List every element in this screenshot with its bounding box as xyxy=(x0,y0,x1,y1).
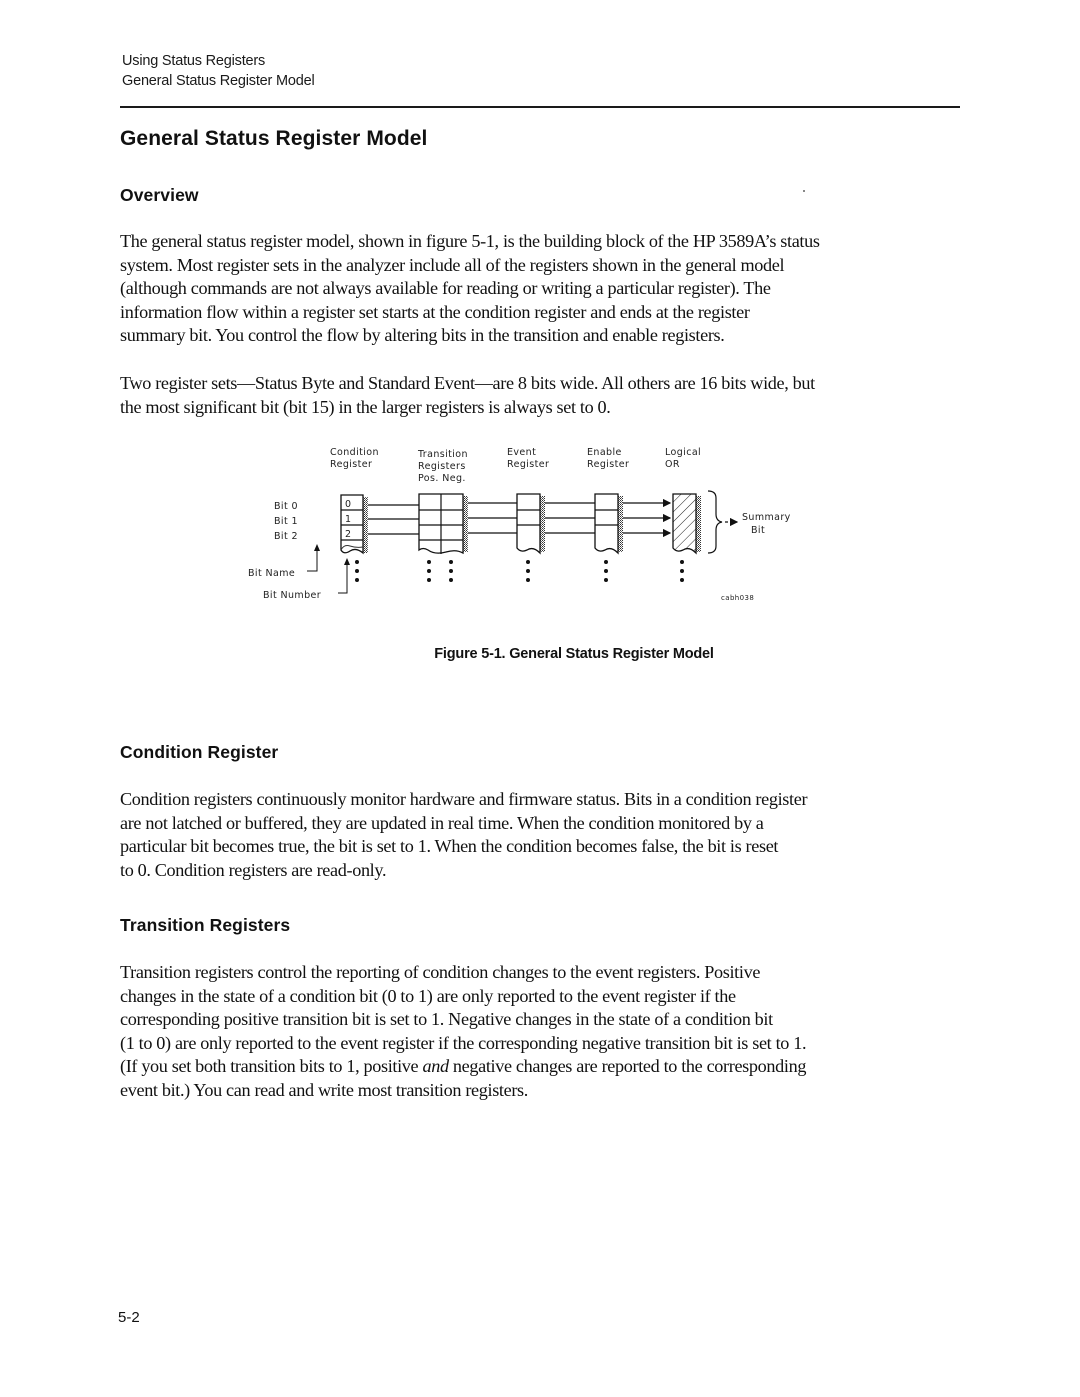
transition-registers-paragraph xyxy=(120,961,970,1103)
text-fragment: negative changes are reported to the corresponding xyxy=(448,1056,807,1077)
text-line: changes in the state of a condition bit (0 to 1) are only reported to the event register if the xyxy=(120,985,736,1006)
bit-number-callout: Bit Number xyxy=(263,590,322,601)
page-number: 5-2 xyxy=(118,1309,140,1326)
bit-number-1: 1 xyxy=(345,514,352,525)
svg-text:Bit 0: Bit 0 xyxy=(274,501,298,512)
section-heading-overview: Overview xyxy=(120,185,199,205)
svg-text:OR: OR xyxy=(665,459,680,470)
text-line: information flow within a register set starts at the condition register and ends at the register xyxy=(120,301,750,322)
figure-id: cabh038 xyxy=(721,594,755,602)
event-register xyxy=(517,494,545,553)
transition-registers xyxy=(419,494,468,554)
logical-or-block xyxy=(673,494,701,553)
summary-bit-label xyxy=(742,512,791,536)
page-title: General Status Register Model xyxy=(120,127,428,150)
emphasis-text: and xyxy=(422,1056,449,1077)
text-line: the most significant bit (bit 15) in the larger registers is always set to 0. xyxy=(120,396,611,417)
enable-register-label xyxy=(587,447,629,470)
text-line: (1 to 0) are only reported to the event register if the corresponding negative transition bit is set to 1. xyxy=(120,1032,807,1053)
svg-text:Enable: Enable xyxy=(587,447,622,458)
text-line: are not latched or buffered, they are updated in real time. When the condition monitored by a xyxy=(120,812,764,833)
brace-icon xyxy=(708,491,722,553)
svg-text:Condition: Condition xyxy=(330,447,379,458)
text-line: event bit.) You can read and write most transition registers. xyxy=(120,1079,528,1100)
text-line: summary bit. You control the flow by altering bits in the transition and enable registers. xyxy=(120,325,725,346)
running-header-chapter: Using Status Registers xyxy=(122,53,266,69)
text-line: The general status register model, shown in figure 5-1, is the building block of the HP 3589A’s status xyxy=(120,231,820,251)
text-line: system. Most register sets in the analyzer include all of the registers shown in the general model xyxy=(120,254,785,275)
bit-number-0: 0 xyxy=(345,499,352,510)
svg-text:Bit 1: Bit 1 xyxy=(274,516,298,527)
status-register-diagram xyxy=(230,440,810,610)
overview-paragraph-1 xyxy=(120,230,970,348)
text-line: Transition registers control the reporting of condition changes to the event registers. Positive xyxy=(120,962,761,982)
text-line xyxy=(120,1055,970,1079)
enable-register xyxy=(595,494,623,553)
text-line: (although commands are not always available for reading or writing a particular register). The xyxy=(120,278,771,299)
text-line: to 0. Condition registers are read-only. xyxy=(120,859,387,880)
condition-register xyxy=(341,495,368,553)
figure-caption xyxy=(0,646,1080,662)
scan-speck xyxy=(803,190,805,192)
svg-text:Register: Register xyxy=(507,459,550,470)
continuation-dots xyxy=(355,560,684,582)
section-heading-transition-registers: Transition Registers xyxy=(120,915,291,935)
header-rule xyxy=(120,106,960,108)
svg-text:Event: Event xyxy=(507,447,537,458)
transition-registers-label xyxy=(417,449,468,484)
overview-paragraph-2 xyxy=(120,372,970,419)
svg-text:Bit: Bit xyxy=(751,525,766,536)
text-line: Two register sets—Status Byte and Standard Event—are 8 bits wide. All others are 16 bits wide, but xyxy=(120,373,815,393)
svg-text:Pos. Neg.: Pos. Neg. xyxy=(418,473,466,484)
condition-register-paragraph xyxy=(120,788,970,882)
section-heading-condition-register: Condition Register xyxy=(120,742,279,762)
svg-text:Registers: Registers xyxy=(418,461,466,472)
text-fragment: (If you set both transition bits to 1, positive xyxy=(120,1056,423,1077)
svg-text:Register: Register xyxy=(587,459,630,470)
svg-text:Summary: Summary xyxy=(742,512,791,523)
svg-text:Bit 2: Bit 2 xyxy=(274,531,298,542)
text-line: corresponding positive transition bit is set to 1. Negative changes in the state of a condition bit xyxy=(120,1009,773,1030)
event-register-label xyxy=(507,447,549,470)
svg-text:Register: Register xyxy=(330,459,373,470)
condition-register-label xyxy=(330,447,379,470)
text-line: particular bit becomes true, the bit is set to 1. When the condition becomes false, the bit is reset xyxy=(120,836,779,857)
bit-number-2: 2 xyxy=(345,529,352,540)
text-line: Condition registers continuously monitor hardware and firmware status. Bits in a condition register xyxy=(120,789,808,809)
bit-labels xyxy=(274,501,298,542)
bit-name-callout: Bit Name xyxy=(248,568,296,579)
svg-text:Logical: Logical xyxy=(665,447,702,458)
running-header-section: General Status Register Model xyxy=(122,73,315,89)
figure-caption-text: Figure 5-1. General Status Register Model xyxy=(434,646,714,662)
callout-lines xyxy=(307,550,347,593)
svg-text:Transition: Transition xyxy=(418,449,468,460)
logical-or-label xyxy=(665,447,701,470)
